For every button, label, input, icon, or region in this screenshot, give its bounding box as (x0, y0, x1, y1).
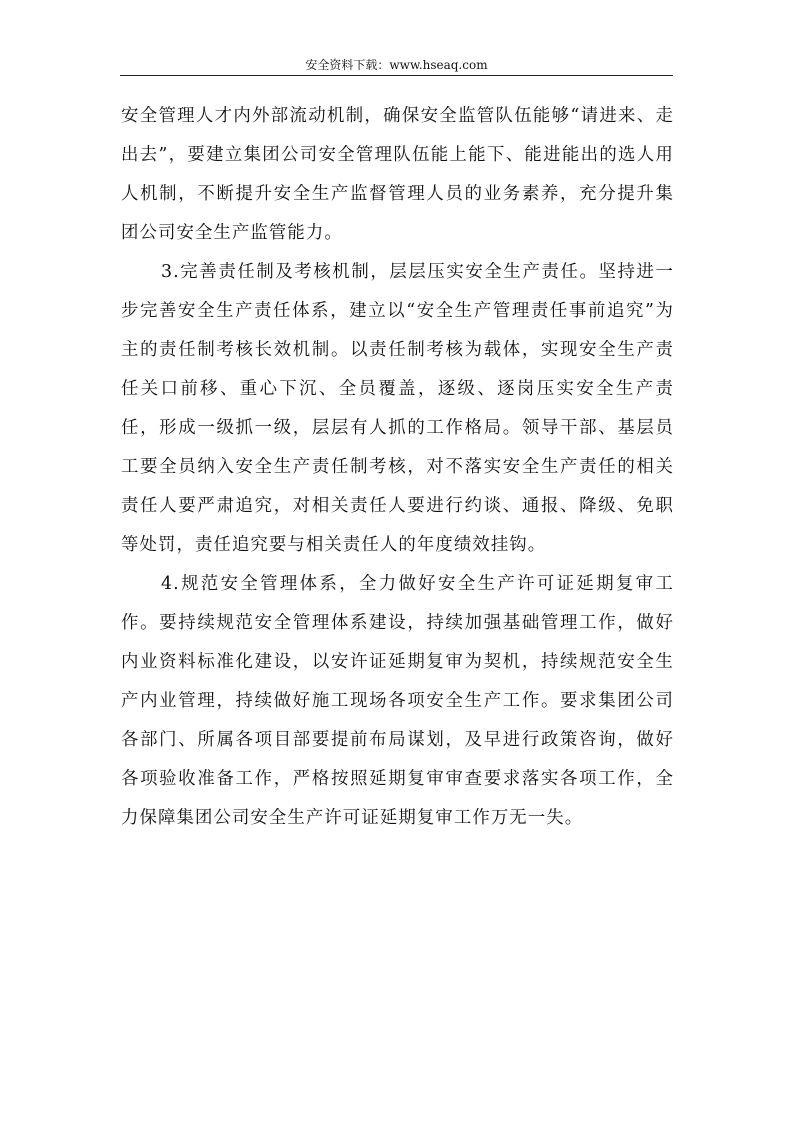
paragraph-item-3: 3.完善责任制及考核机制，层层压实安全生产责任。坚持进一步完善安全生产责任体系，建立以“安全生产管理责任事前追究”为主的责任制考核长效机制。以责任制考核为载体，实现安全生产责任关口前移、重心下沉、全员覆盖，逐级、逐岗压实安全生产责任，形成一级抓一级，层层有人抓的工作格局。领导干部、基层员工要全员纳入安全生产责任制考核，对不落实安全生产责任的相关责任人要严肃追究，对相关责任人要进行约谈、通报、降级、免职等处罚，责任追究要与相关责任人的年度绩效挂钩。 (121, 262, 674, 555)
paragraph-item-4: 4.规范安全管理体系，全力做好安全生产许可证延期复审工作。要持续规范安全管理体系建设，持续加强基础管理工作，做好内业资料标准化建设，以安许证延期复审为契机，持续规范安全生产内业管理，持续做好施工现场各项安全生产工作。要求集团公司各部门、所属各项目部要提前布局谋划，及早进行政策咨询，做好各项验收准备工作，严格按照延期复审审查要求落实各项工作，全力保障集团公司安全生产许可证延期复审工作万无一失。 (121, 574, 674, 828)
header-text: 安全资料下载：www.hseaq.com (305, 58, 488, 72)
document-body (121, 97, 674, 838)
page-header (120, 58, 673, 76)
paragraph-continuation: 安全管理人才内外部流动机制，确保安全监管队伍能够“请进来、走出去”，要建立集团公司安全管理队伍能上能下、能进能出的选人用人机制，不断提升安全生产监督管理人员的业务素养，充分提升集团公司安全生产监管能力。 (121, 106, 674, 243)
